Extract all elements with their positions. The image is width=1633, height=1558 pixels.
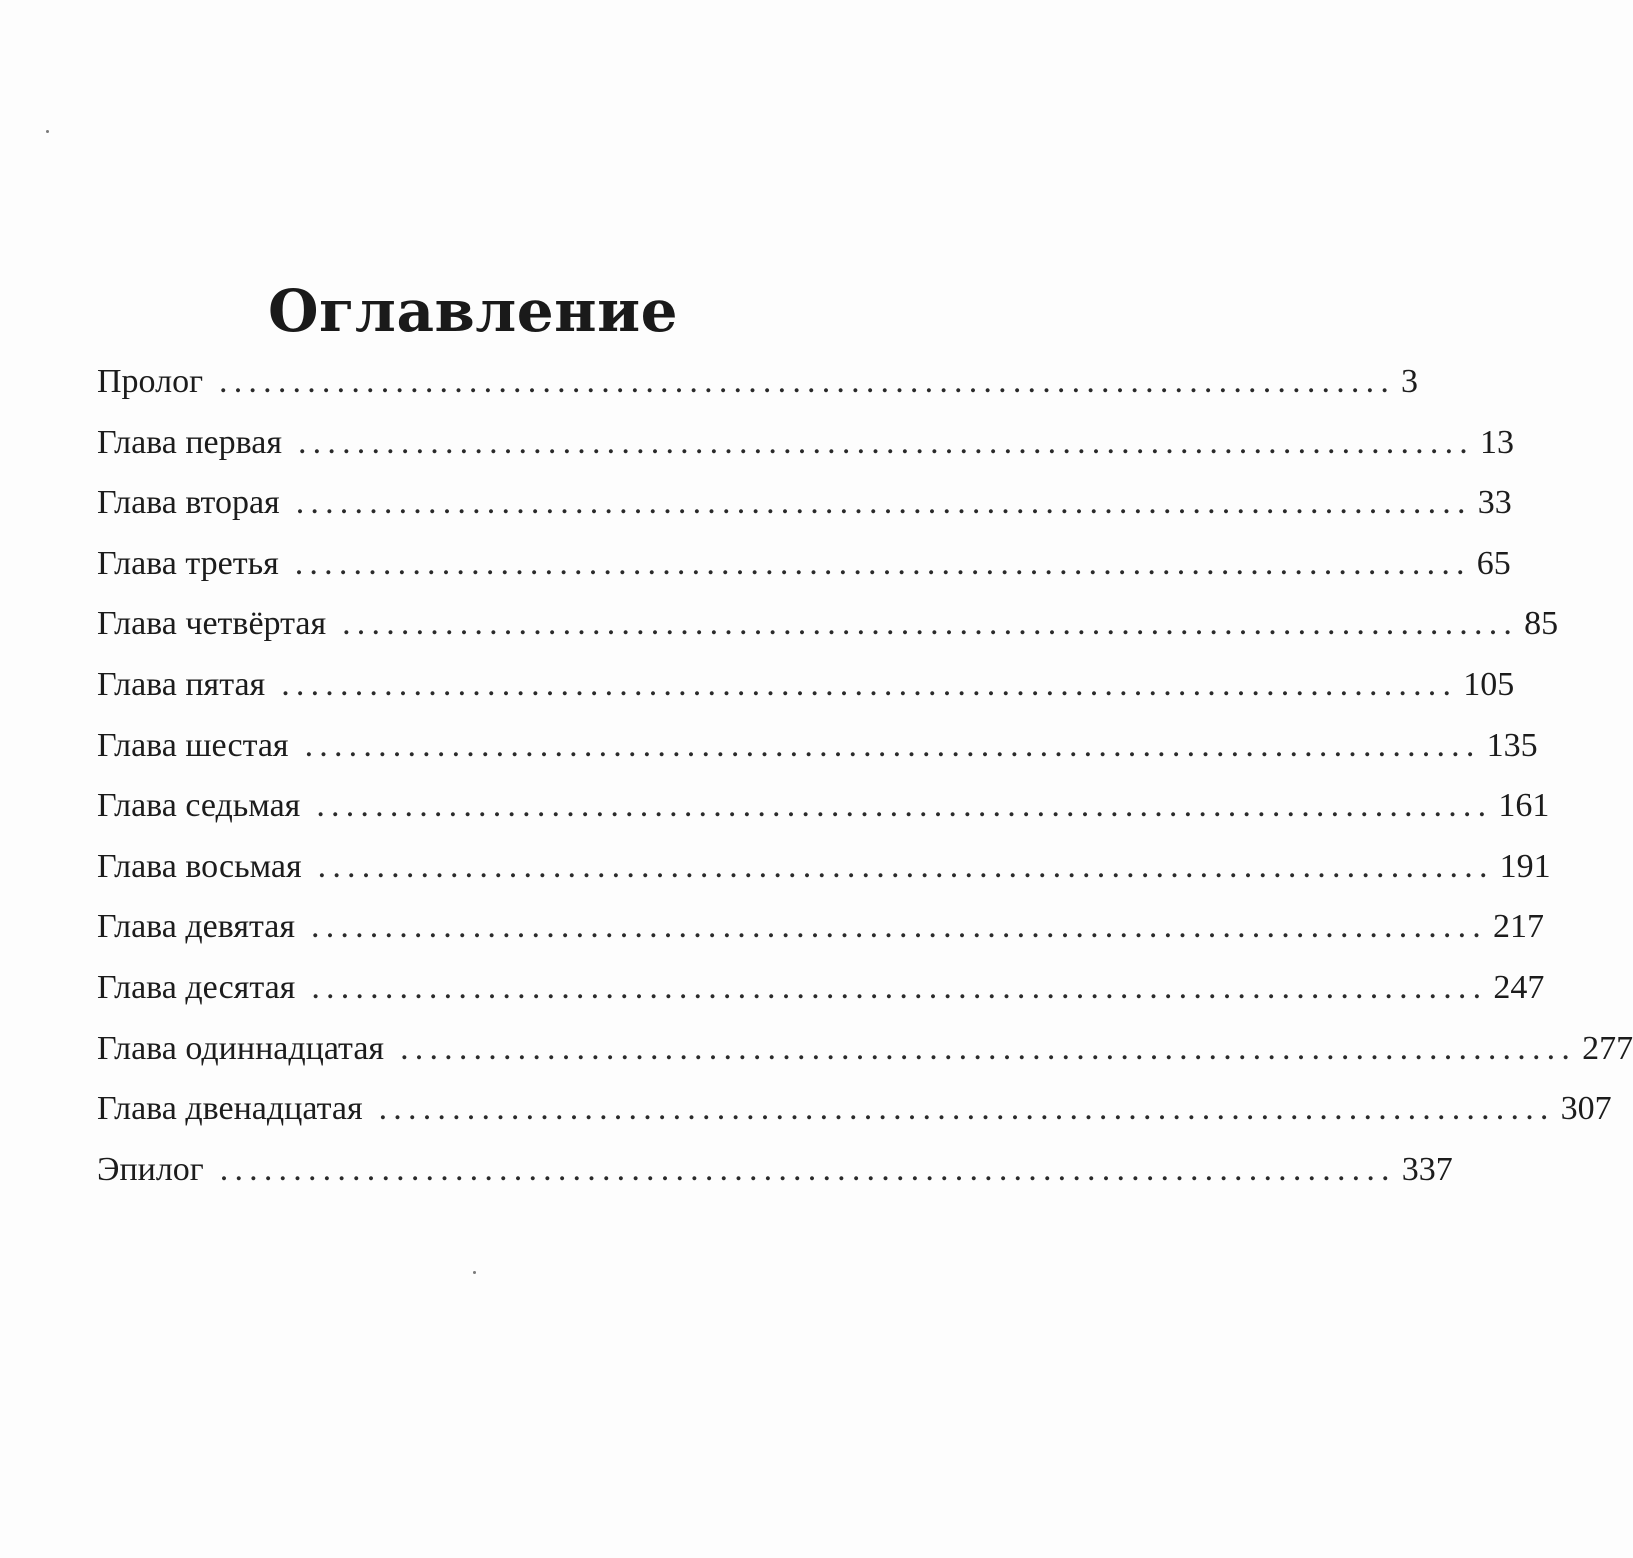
dot-leader: ................................................................................ <box>281 665 1458 703</box>
toc-entry-label: Глава одиннадцатая <box>97 1029 385 1067</box>
toc-entry <box>97 594 1559 655</box>
toc-entry <box>97 1019 1633 1080</box>
toc-entry-page-number: 135 <box>1486 726 1538 764</box>
toc-entry-page-number: 33 <box>1477 484 1512 522</box>
toc-entry <box>97 897 1544 958</box>
toc-entry-page-number: 3 <box>1401 363 1419 400</box>
dot-leader: ................................................................................ <box>400 1029 1577 1067</box>
dot-leader: ................................................................................ <box>342 605 1519 643</box>
toc-entry <box>97 655 1515 716</box>
toc-entry-page-number: 85 <box>1524 605 1559 643</box>
toc-entry-label: Глава третья <box>97 544 279 582</box>
toc-entry-label: Глава четвёртая <box>97 605 327 643</box>
dot-leader: ................................................................................ <box>295 484 1472 522</box>
toc-entry-label: Глава вторая <box>97 484 280 522</box>
toc-entry-page-number: 191 <box>1499 847 1551 885</box>
toc-entry <box>97 534 1511 595</box>
toc-entry-label: Эпилог <box>97 1150 204 1188</box>
table-of-contents <box>97 352 1633 1200</box>
dot-leader: ................................................................................ <box>294 544 1471 582</box>
toc-entry-page-number: 307 <box>1560 1090 1612 1128</box>
toc-entry-page-number: 161 <box>1498 787 1550 825</box>
toc-entry-page-number: 217 <box>1493 908 1544 946</box>
toc-entry <box>97 958 1545 1019</box>
dot-leader: ................................................................................ <box>219 363 1396 400</box>
dot-leader: ................................................................................ <box>304 726 1481 764</box>
toc-entry-label: Глава шестая <box>97 726 289 764</box>
toc-entry-label: Пролог <box>97 363 204 400</box>
toc-entry-page-number: 277 <box>1582 1029 1633 1067</box>
toc-entry-label: Глава девятая <box>97 908 295 946</box>
toc-entry-page-number: 247 <box>1493 968 1545 1006</box>
toc-entry <box>97 1140 1453 1201</box>
toc-entry-page-number: 13 <box>1479 423 1514 461</box>
scan-speck <box>46 130 49 133</box>
page-title: Оглавление <box>267 276 678 345</box>
toc-entry <box>97 413 1514 474</box>
toc-entry <box>97 716 1538 777</box>
toc-entry-label: Глава восьмая <box>97 847 302 885</box>
dot-leader: ................................................................................ <box>316 787 1493 825</box>
toc-entry-page-number: 337 <box>1401 1150 1453 1188</box>
toc-entry-label: Глава десятая <box>97 968 296 1006</box>
toc-entry <box>97 352 1419 413</box>
toc-entry-label: Глава первая <box>97 423 282 461</box>
dot-leader: ................................................................................ <box>311 968 1488 1006</box>
dot-leader: ................................................................................ <box>317 847 1494 885</box>
toc-entry <box>97 837 1551 898</box>
dot-leader: ................................................................................ <box>378 1090 1555 1128</box>
toc-entry <box>97 473 1512 534</box>
toc-entry-label: Глава седьмая <box>97 787 301 825</box>
toc-entry-label: Глава пятая <box>97 665 266 703</box>
toc-entry-page-number: 105 <box>1463 665 1515 703</box>
toc-entry <box>97 1079 1612 1140</box>
toc-entry-page-number: 65 <box>1476 544 1511 582</box>
dot-leader: ................................................................................ <box>311 908 1487 946</box>
scan-speck <box>473 1271 476 1274</box>
toc-entry-label: Глава двенадцатая <box>97 1090 363 1128</box>
dot-leader: ................................................................................ <box>297 423 1474 461</box>
toc-entry <box>97 776 1550 837</box>
dot-leader: ................................................................................ <box>219 1150 1396 1188</box>
